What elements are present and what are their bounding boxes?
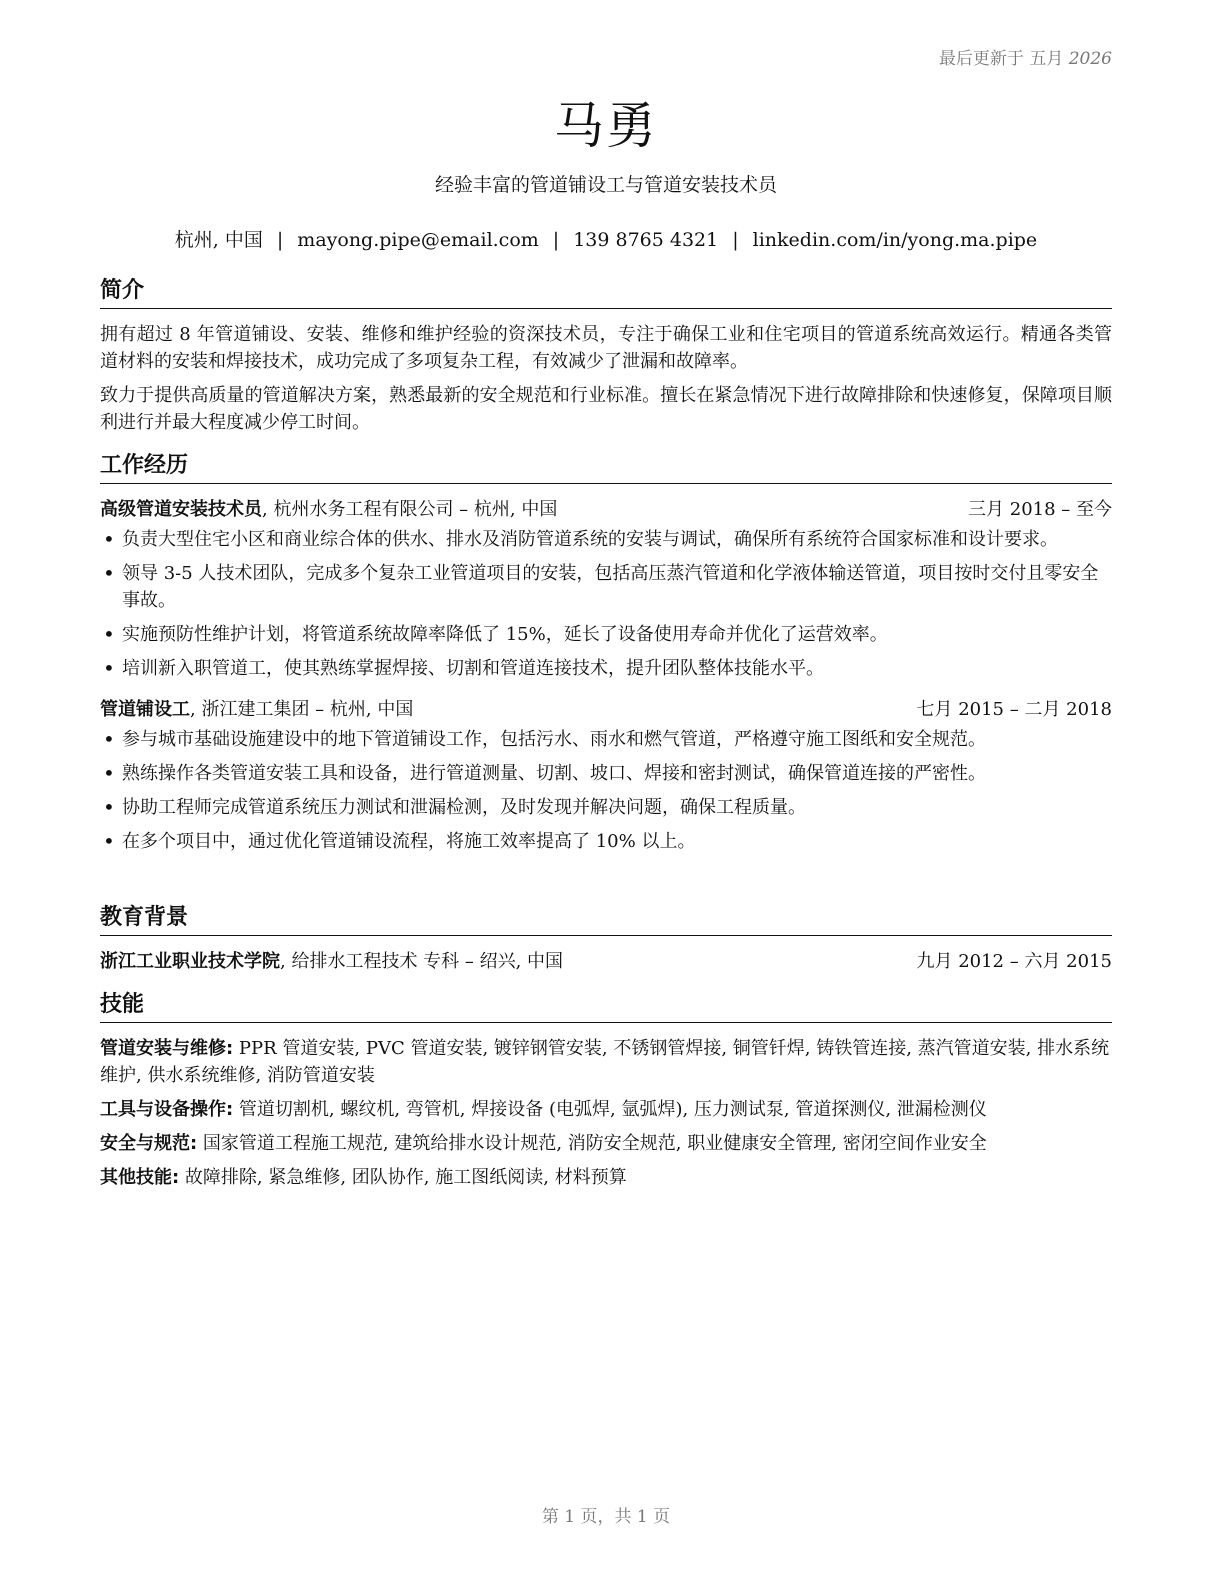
skill-category: 工具与设备操作: [100, 1099, 234, 1120]
skill-category: 其他技能: [100, 1167, 180, 1188]
experience-section [100, 451, 1112, 862]
job-company: , 浙江建工集团 – 杭州, 中国 [190, 699, 414, 720]
contact-phone: 139 8765 4321 [573, 229, 719, 251]
education-section [100, 903, 1112, 975]
skill-row [100, 1164, 1112, 1191]
job-dates: 七月 2015 – 二月 2018 [916, 699, 1112, 720]
last-updated-label: 最后更新于 五月 [938, 49, 1064, 69]
summary-paragraph: 拥有超过 8 年管道铺设、安装、维修和维护经验的资深技术员，专注于确保工业和住宅项目的管道系统高效运行。精通各类管道材料的安装和焊接技术，成功完成了多项复杂工程，有效减少了泄漏和故障率。 [100, 324, 1112, 372]
section-title-experience: 工作经历 [100, 451, 1112, 484]
skill-items: 国家管道工程施工规范, 建筑给排水设计规范, 消防安全规范, 职业健康安全管理, 密闭空间作业安全 [197, 1133, 987, 1154]
job-bullet: • 培训新入职管道工，使其熟练掌握焊接、切割和管道连接技术，提升团队整体技能水平。 [100, 655, 1112, 682]
candidate-headline: 经验丰富的管道铺设工与管道安装技术员 [434, 174, 777, 196]
contact-email[interactable]: mayong.pipe@email.com [297, 229, 539, 251]
contact-location: 杭州, 中国 [174, 229, 263, 251]
section-title-summary: 简介 [100, 276, 1112, 309]
job-bullet: • 领导 3-5 人技术团队，完成多个复杂工业管道项目的安装，包括高压蒸汽管道和化学液体输送管道，项目按时交付且零安全事故。 [100, 560, 1112, 614]
job-bullet: • 在多个项目中，通过优化管道铺设流程，将施工效率提高了 10% 以上。 [100, 828, 1112, 855]
job-bullets [100, 526, 1112, 682]
job-bullet: • 负责大型住宅小区和商业综合体的供水、排水及消防管道系统的安装与调试，确保所有系统符合国家标准和设计要求。 [100, 526, 1112, 553]
job-entry [100, 496, 1112, 682]
job-company: , 杭州水务工程有限公司 – 杭州, 中国 [262, 499, 558, 520]
skills-list [100, 1035, 1112, 1191]
contact-separator: | [732, 229, 739, 251]
candidate-name: 马勇 [554, 97, 658, 155]
job-entry [100, 696, 1112, 855]
page-number: 第 1 页，共 1 页 [541, 1507, 671, 1527]
skill-category: 安全与规范: [100, 1133, 198, 1154]
job-bullet: • 参与城市基础设施建设中的地下管道铺设工作，包括污水、雨水和燃气管道，严格遵守施工图纸和安全规范。 [100, 726, 1112, 753]
job-bullet: • 熟练操作各类管道安装工具和设备，进行管道测量、切割、坡口、焊接和密封测试，确保管道连接的严密性。 [100, 760, 1112, 787]
skill-row [100, 1035, 1112, 1089]
skill-row [100, 1096, 1112, 1123]
job-bullets [100, 726, 1112, 855]
education-dates: 九月 2012 – 六月 2015 [916, 951, 1112, 972]
contact-line [100, 225, 1112, 252]
skill-category: 管道安装与维修: [100, 1038, 234, 1059]
contact-linkedin[interactable]: linkedin.com/in/yong.ma.pipe [752, 229, 1038, 251]
skill-row [100, 1130, 1112, 1157]
education-degree: , 给排水工程技术 专科 – 绍兴, 中国 [280, 951, 564, 972]
contact-separator: | [552, 229, 560, 251]
job-role: 管道铺设工 [100, 699, 190, 720]
section-title-skills: 技能 [100, 990, 1112, 1023]
skills-section [100, 990, 1112, 1198]
contact-separator: | [276, 229, 284, 251]
education-school: 浙江工业职业技术学院 [100, 951, 280, 972]
skill-items: 管道切割机, 螺纹机, 弯管机, 焊接设备 (电弧焊, 氩弧焊), 压力测试泵, 管道探测仪, 泄漏检测仪 [233, 1099, 987, 1120]
skill-items: 故障排除, 紧急维修, 团队协作, 施工图纸阅读, 材料预算 [179, 1167, 627, 1188]
summary-paragraph: 致力于提供高质量的管道解决方案，熟悉最新的安全规范和行业标准。擅长在紧急情况下进行故障排除和快速修复，保障项目顺利进行并最大程度减少停工时间。 [100, 385, 1112, 433]
resume-page [100, 0, 1112, 1584]
last-updated [939, 44, 1112, 69]
section-title-education: 教育背景 [100, 903, 1112, 936]
job-dates: 三月 2018 – 至今 [968, 499, 1112, 520]
skill-items: PPR 管道安装, PVC 管道安装, 镀锌钢管安装, 不锈钢管焊接, 铜管钎焊, 铸铁管连接, 蒸汽管道安装, 排水系统维护, 供水系统维修, 消防管道安装 [100, 1038, 1110, 1086]
summary-section [100, 276, 1112, 436]
job-bullet: • 协助工程师完成管道系统压力测试和泄漏检测，及时发现并解决问题，确保工程质量。 [100, 794, 1112, 821]
job-role: 高级管道安装技术员 [100, 499, 262, 520]
last-updated-year: 2026 [1068, 49, 1112, 69]
job-header [100, 696, 1112, 723]
education-entry [100, 948, 1112, 975]
job-bullet: • 实施预防性维护计划，将管道系统故障率降低了 15%，延长了设备使用寿命并优化了运营效率。 [100, 621, 1112, 648]
job-header [100, 496, 1112, 523]
